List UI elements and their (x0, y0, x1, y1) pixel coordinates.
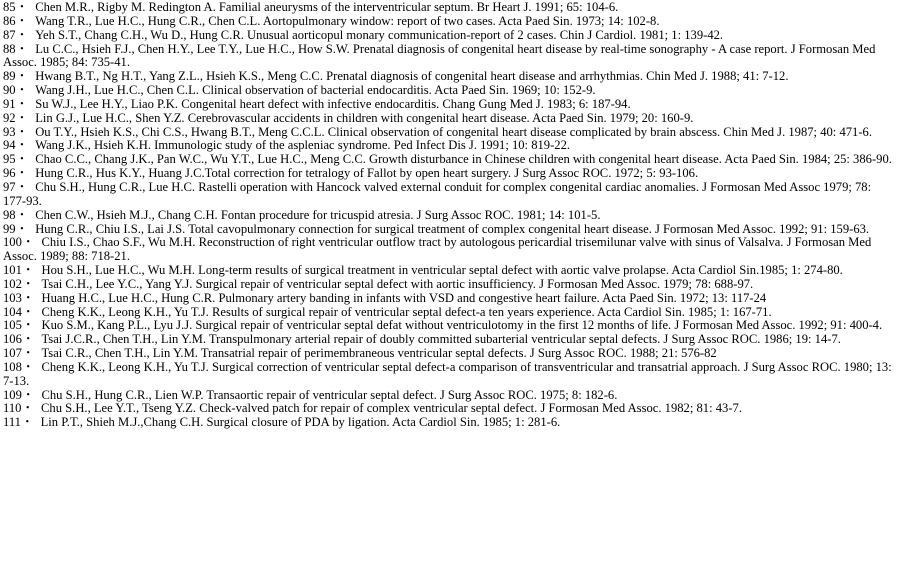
reference-number: 101・ (3, 263, 35, 278)
reference-text: Chiu I.S., Chao S.F., Wu M.H. Reconstruction of right ventricular outflow tract by autologous pericardial trisemilunar valve with sinus of Valsalva. J Formosan Med Assoc. 1989; 88: 718-21. (3, 235, 872, 264)
reference-item (3, 15, 893, 29)
reference-number: 106・ (3, 332, 35, 347)
reference-number: 111・ (3, 415, 34, 430)
reference-text: Wang J.H., Lue H.C., Chen C.L. Clinical observation of bacterial endocarditis. Acta Paed Sin. 1969; 10: 152-9. (35, 83, 596, 98)
reference-list (3, 1, 893, 430)
reference-item (3, 43, 893, 71)
reference-item (3, 347, 893, 361)
reference-item (3, 70, 893, 84)
reference-number: 92・ (3, 110, 29, 125)
reference-text: Su W.J., Lee H.Y., Liao P.K. Congenital heart defect with infective endocarditis. Chang Gung Med J. 1983; 6: 187-94. (35, 96, 631, 111)
reference-number: 100・ (3, 235, 35, 250)
reference-item (3, 126, 893, 140)
reference-number: 99・ (3, 221, 29, 236)
reference-text: Wang T.R., Lue H.C., Hung C.R., Chen C.L. Aortopulmonary window: report of two cases. Acta Paed Sin. 1973; 14: 102-8. (35, 13, 660, 28)
reference-item (3, 292, 893, 306)
reference-item (3, 153, 893, 167)
reference-text: Ou T.Y., Hsieh K.S., Chi C.S., Hwang B.T., Meng C.C.L. Clinical observation of congenital heart disease complicated by brain abscess. Chin Med J. 1987; 40: 471-6. (35, 124, 872, 139)
reference-text: Lin G.J., Lue H.C., Shen Y.Z. Cerebrovascular accidents in children with congenital heart disease. Acta Paed Sin. 1979; 20: 160-9. (35, 110, 694, 125)
reference-item (3, 402, 893, 416)
reference-number: 89・ (3, 69, 29, 84)
reference-item (3, 333, 893, 347)
reference-item (3, 98, 893, 112)
reference-text: Hou S.H., Lue H.C., Wu M.H. Long-term results of surgical treatment in ventricular septal defect with aortic valve prolapse. Acta Cardiol Sin.1985; 1: 274-80. (41, 263, 843, 278)
reference-text: Chen M.R., Rigby M. Redington A. Familial aneurysms of the interventricular septum. Br Heart J. 1991; 65: 104-6. (35, 0, 619, 14)
reference-item (3, 223, 893, 237)
reference-text: Tsai J.C.R., Chen T.H., Lin Y.M. Transpulmonary arterial repair of doubly committed subarterial ventricular septal defects. J Surg Assoc ROC. 1986; 19: 14-7. (41, 332, 841, 347)
reference-number: 102・ (3, 276, 35, 291)
reference-number: 98・ (3, 207, 29, 222)
reference-number: 104・ (3, 304, 35, 319)
reference-text: Chu S.H., Hung C.R., Lue H.C. Rastelli operation with Hancock valved external conduit for complex congenital cardiac anomalies. J Formosan Med Assoc 1979; 78: 177-93. (3, 179, 872, 208)
reference-number: 94・ (3, 138, 29, 153)
reference-item (3, 29, 893, 43)
reference-item (3, 319, 893, 333)
reference-text: Lin P.T., Shieh M.J.,Chang C.H. Surgical closure of PDA by ligation. Acta Cardiol Sin. 1985; 1: 281-6. (40, 415, 561, 430)
reference-item (3, 264, 893, 278)
reference-text: Tsai C.R., Chen T.H., Lin Y.M. Transatrial repair of perimembraneous ventricular septal defects. J Surg Assoc ROC. 1988; 21: 576-82 (41, 346, 717, 361)
reference-number: 87・ (3, 27, 29, 42)
reference-number: 103・ (3, 290, 35, 305)
reference-text: Wang J.K., Hsieh K.H. Immunologic study of the aspleniac syndrome. Ped Infect Dis J. 1991; 10: 819-22. (35, 138, 571, 153)
reference-item (3, 167, 893, 181)
reference-number: 93・ (3, 124, 29, 139)
reference-item (3, 209, 893, 223)
reference-number: 85・ (3, 0, 29, 14)
reference-text: Yeh S.T., Chang C.H., Wu D., Hung C.R. Unusual aorticopul monary communication-report of 2 cases. Chin J Cardiol. 1981; 1: 139-42. (35, 27, 724, 42)
reference-item (3, 1, 893, 15)
reference-number: 90・ (3, 83, 29, 98)
reference-text: Hung C.R., Hus K.Y., Huang J.C.Total correction for tetralogy of Fallot by open heart surgery. J Surg Assoc ROC. 1972; 5: 93-106. (35, 166, 699, 181)
reference-item (3, 389, 893, 403)
reference-item (3, 306, 893, 320)
reference-text: Tsai C.H., Lee Y.C., Yang Y.J. Surgical repair of ventricular septal defect with aortic insufficiency. J Formosan Med Assoc. 1979; 78: 688-97. (41, 276, 754, 291)
reference-item (3, 112, 893, 126)
reference-text: Chen C.W., Hsieh M.J., Chang C.H. Fontan procedure for tricuspid atresia. J Surg Assoc ROC. 1981; 14: 101-5. (35, 207, 601, 222)
reference-item (3, 278, 893, 292)
reference-number: 95・ (3, 152, 29, 167)
reference-number: 86・ (3, 13, 29, 28)
reference-item (3, 236, 893, 264)
reference-number: 108・ (3, 359, 35, 374)
reference-number: 107・ (3, 346, 35, 361)
reference-item (3, 181, 893, 209)
reference-text: Chu S.H., Hung C.R., Lien W.P. Transaortic repair of ventricular septal defect. J Surg Assoc ROC. 1975; 8: 182-6. (41, 387, 618, 402)
reference-text: Kuo S.M., Kang P.L., Lyu J.J. Surgical repair of ventricular septal defat without ventriculotomy in the first 12 months of life. J Formosan Med Assoc. 1992; 91: 400-4. (41, 318, 883, 333)
reference-number: 96・ (3, 166, 29, 181)
reference-number: 91・ (3, 96, 29, 111)
reference-text: Cheng K.K., Leong K.H., Yu T.J. Surgical correction of ventricular septal defect-a comparison of transventricular and transatrial approach. J Surg Assoc ROC. 1980; 13: 7-13. (3, 359, 892, 388)
reference-number: 110・ (3, 401, 35, 416)
reference-item (3, 361, 893, 389)
reference-text: Hwang B.T., Ng H.T., Yang Z.L., Hsieh K.S., Meng C.C. Prenatal diagnosis of congenital heart disease and arrhythmias. Chin Med J. 1988; 41: 7-12. (35, 69, 789, 84)
reference-number: 109・ (3, 387, 35, 402)
reference-text: Chu S.H., Lee Y.T., Tseng Y.Z. Check-valved patch for repair of complex ventricular septal defect. J Formosan Med Assoc. 1982; 81: 43-7. (41, 401, 742, 416)
reference-text: Cheng K.K., Leong K.H., Yu T.J. Results of surgical repair of ventricular septal defect-a ten years experience. Acta Cardiol Sin. 1985; 1: 167-71. (41, 304, 772, 319)
reference-number: 105・ (3, 318, 35, 333)
reference-number: 88・ (3, 41, 29, 56)
reference-number: 97・ (3, 179, 29, 194)
reference-text: Huang H.C., Lue H.C., Hung C.R. Pulmonary artery banding in infants with VSD and congestive heart failure. Acta Paed Sin. 1972; 13: 117-24 (41, 290, 767, 305)
reference-item (3, 139, 893, 153)
reference-item (3, 84, 893, 98)
reference-text: Chao C.C., Chang J.K., Pan W.C., Wu Y.T., Lue H.C., Meng C.C. Growth disturbance in Chinese children with congenital heart disease. Acta Paed Sin. 1984; 25: 386-90. (35, 152, 892, 167)
reference-text: Lu C.C., Hsieh F.J., Chen H.Y., Lee T.Y., Lue H.C., How S.W. Prenatal diagnosis of congenital heart disease by real-time sonography - A case report. J Formosan Med Assoc. 1985; 84: 735-41. (3, 41, 876, 70)
reference-text: Hung C.R., Chiu I.S., Lai J.S. Total cavopulmonary connection for surgical treatment of complex congenital heart disease. J Formosan Med Assoc. 1992; 91: 159-63. (35, 221, 870, 236)
reference-item (3, 416, 893, 430)
